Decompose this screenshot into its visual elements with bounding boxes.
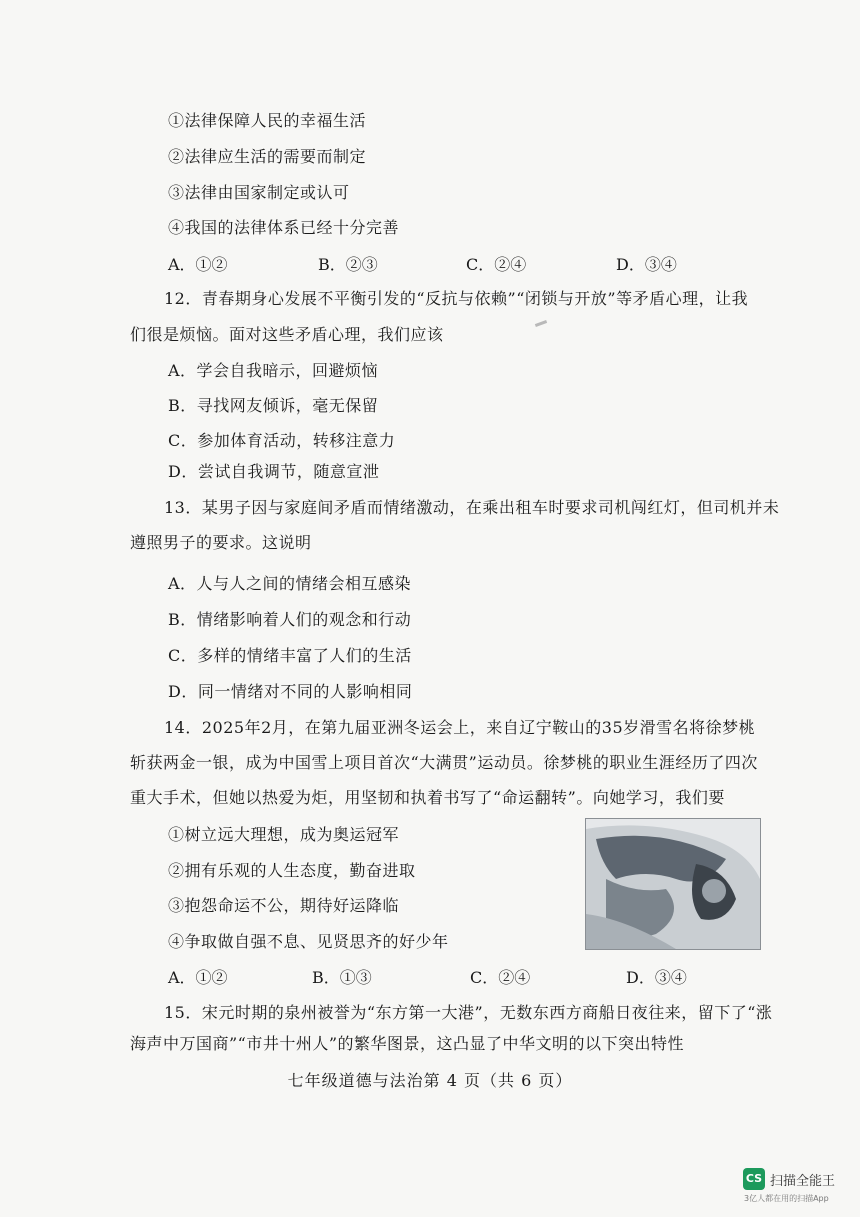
q12-option-d: D．尝试自我调节，随意宣泄 [168, 462, 380, 481]
q13-option-a: A．人与人之间的情绪会相互感染 [168, 574, 412, 593]
q14-statement-1: ①树立远大理想，成为奥运冠军 [168, 825, 400, 844]
q14-stem-line2: 斩获两金一银，成为中国雪上项目首次“大满贯”运动员。徐梦桃的职业生涯经历了四次 [130, 753, 758, 772]
page-footer: 七年级道德与法治第 4 页（共 6 页） [287, 1071, 573, 1090]
q12-option-a: A．学会自我暗示，回避烦恼 [168, 361, 379, 380]
q14-stem-line1: 14．2025年2月，在第九届亚洲冬运会上，来自辽宁鞍山的35岁滑雪名将徐梦桃 [164, 718, 756, 737]
q13-stem-line1: 13．某男子因与家庭间矛盾而情绪激动，在乘出租车时要求司机闯红灯，但司机并未 [164, 498, 780, 517]
q14-option-d: D．③④ [626, 968, 687, 987]
q13-option-c: C．多样的情绪丰富了人们的生活 [168, 646, 412, 665]
q15-stem-line2: 海声中万国商”“市井十州人”的繁华图景，这凸显了中华文明的以下突出特性 [130, 1034, 685, 1053]
q13-stem-line2: 遵照男子的要求。这说明 [130, 533, 312, 552]
q14-stem-line3: 重大手术，但她以热爱为炬，用坚韧和执着书写了“命运翻转”。向她学习，我们要 [130, 788, 725, 807]
q12-option-c: C．参加体育活动，转移注意力 [168, 431, 396, 450]
q14-option-c: C．②④ [470, 968, 531, 987]
q15-stem-line1: 15．宋元时期的泉州被誉为“东方第一大港”，无数东西方商船日夜往来，留下了“涨 [164, 1003, 773, 1022]
q12-stem-line1: 12．青春期身心发展不平衡引发的“反抗与依赖”“闭锁与开放”等矛盾心理，让我 [164, 289, 749, 308]
q14-option-b: B．①③ [312, 968, 372, 987]
q11-option-c: C．②④ [466, 255, 527, 274]
q12-option-b: B．寻找网友倾诉，毫无保留 [168, 396, 379, 415]
q13-option-b: B．情绪影响着人们的观念和行动 [168, 610, 412, 629]
q11-statement-4: ④我国的法律体系已经十分完善 [168, 218, 400, 237]
camscanner-tagline: 3亿人都在用的扫描App [744, 1194, 829, 1203]
q14-option-a: A．①② [168, 968, 228, 987]
skier-photo [585, 818, 761, 950]
q11-statement-1: ①法律保障人民的幸福生活 [168, 111, 367, 130]
scan-speck [535, 320, 547, 327]
q14-statement-3: ③抱怨命运不公，期待好运降临 [168, 896, 400, 915]
q11-option-d: D．③④ [616, 255, 677, 274]
skier-photo-graphic [586, 819, 760, 949]
q14-statement-4: ④争取做自强不息、见贤思齐的好少年 [168, 932, 449, 951]
q13-option-d: D．同一情绪对不同的人影响相同 [168, 682, 413, 701]
camscanner-name: 扫描全能王 [770, 1174, 836, 1189]
q14-statement-2: ②拥有乐观的人生态度，勤奋进取 [168, 861, 416, 880]
q11-statement-3: ③法律由国家制定或认可 [168, 183, 350, 202]
q12-stem-line2: 们很是烦恼。面对这些矛盾心理，我们应该 [130, 325, 444, 344]
q11-option-a: A．①② [168, 255, 228, 274]
q11-option-b: B．②③ [318, 255, 378, 274]
camscanner-logo: CS [743, 1168, 765, 1190]
q11-statement-2: ②法律应生活的需要而制定 [168, 147, 367, 166]
